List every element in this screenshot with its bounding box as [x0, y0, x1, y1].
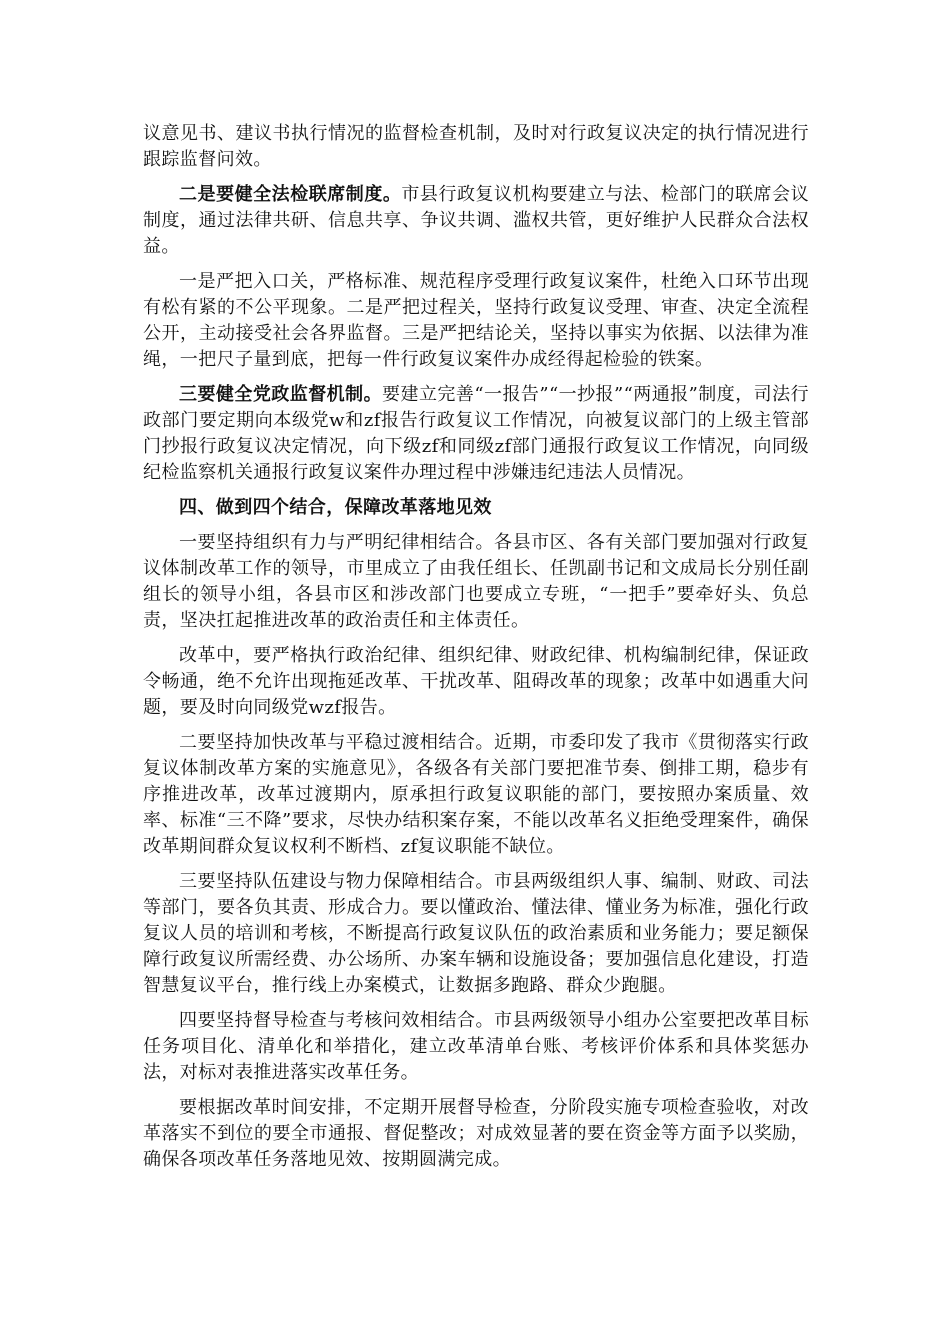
paragraph-inspection-schedule: 要根据改革时间安排，不定期开展督导检查，分阶段实施专项检查验收，对改革落实不到位的要全市通报、督促整改；对成效显著的要在资金等方面予以奖励，确保各项改革任务落地见效、按期圆满完成。	[143, 1097, 809, 1170]
paragraph-smooth-transition: 二要坚持加快改革与平稳过渡相结合。近期，市委印发了我市《贯彻落实行政复议体制改革方案的实施意见》，各级各有关部门要把准节奏、倒排工期，稳步有序推进改革，改革过渡期内，原承担行政复议职能的部门，要按照办案质量、效率、标准“三不降”要求，尽快办结积案存案，不能以改革名义拒绝受理案件，确保改革期间群众复议权利不断档、zf复议职能不缺位。	[143, 732, 809, 857]
paragraph-organization-discipline: 一要坚持组织有力与严明纪律相结合。各县市区、各有关部门要加强对行政复议体制改革工作的领导，市里成立了由我任组长、任凯副书记和文成局长分别任副组长的领导小组，各县市区和涉改部门也要成立专班，“一把手”要牵好头、负总责，坚决扛起推进改革的政治责任和主体责任。	[143, 532, 809, 631]
paragraph-team-building: 三要坚持队伍建设与物力保障相结合。市县两级组织人事、编制、财政、司法等部门，要各负其责、形成合力。要以懂政治、懂法律、懂业务为标准，强化行政复议人员的培训和考核，不断提高行政复议队伍的政治素质和业务能力；要足额保障行政复议所需经费、办公场所、办案车辆和设施设备；要加强信息化建设，打造智慧复议平台，推行线上办案模式，让数据多跑路、群众少跑腿。	[143, 871, 809, 996]
paragraph-continuation	[143, 121, 809, 173]
paragraph-lead: 二是要健全法检联席制度。	[179, 184, 402, 205]
paragraph-law-procuratorate-joint-meeting	[143, 182, 809, 260]
paragraph-text: 市县行政复议机构要建立与法、检部门的联席会议制度，通过法律共研、信息共享、争议共调、滥权共管，更好维护人民群众合法权益。	[143, 184, 809, 257]
paragraph-lead: 三要健全党政监督机制。	[179, 384, 383, 405]
paragraph-three-checkpoints	[143, 269, 809, 373]
paragraph-text: 一是严把入口关，严格标准、规范程序受理行政复议案件，杜绝入口环节出现有松有紧的不公平现象。二是严把过程关，坚持行政复议受理、审查、决定全流程公开，主动接受社会各界监督。三是严把结论关，坚持以事实为依据、以法律为准绳，一把尺子量到底，把每一件行政复议案件办成经得起检验的铁案。	[143, 271, 809, 370]
document-body	[143, 121, 809, 1182]
section-heading: 四、做到四个结合，保障改革落地见效	[179, 497, 492, 518]
paragraph-text: 要建立完善“一报告”“一抄报”“两通报”制度，司法行政部门要定期向本级党w和zf报告行政复议工作情况，向被复议部门的上级主管部门抄报行政复议决定情况，向下级zf和同级zf部门通报行政复议工作情况，向同级纪检监察机关通报行政复议案件办理过程中涉嫌违纪违法人员情况。	[143, 384, 809, 483]
paragraph-party-government-supervision	[143, 382, 809, 486]
paragraph-supervision-assessment: 四要坚持督导检查与考核问效相结合。市县两级领导小组办公室要把改革目标任务项目化、清单化和举措化，建立改革清单台账、考核评价体系和具体奖惩办法，对标对表推进落实改革任务。	[143, 1010, 809, 1083]
paragraph-text: 议意见书、建议书执行情况的监督检查机制，及时对行政复议决定的执行情况进行跟踪监督问效。	[143, 123, 809, 170]
paragraph-reform-discipline: 改革中，要严格执行政治纪律、组织纪律、财政纪律、机构编制纪律，保证政令畅通，绝不允许出现拖延改革、干扰改革、阻碍改革的现象；改革中如遇重大问题，要及时向同级党wzf报告。	[143, 645, 809, 718]
